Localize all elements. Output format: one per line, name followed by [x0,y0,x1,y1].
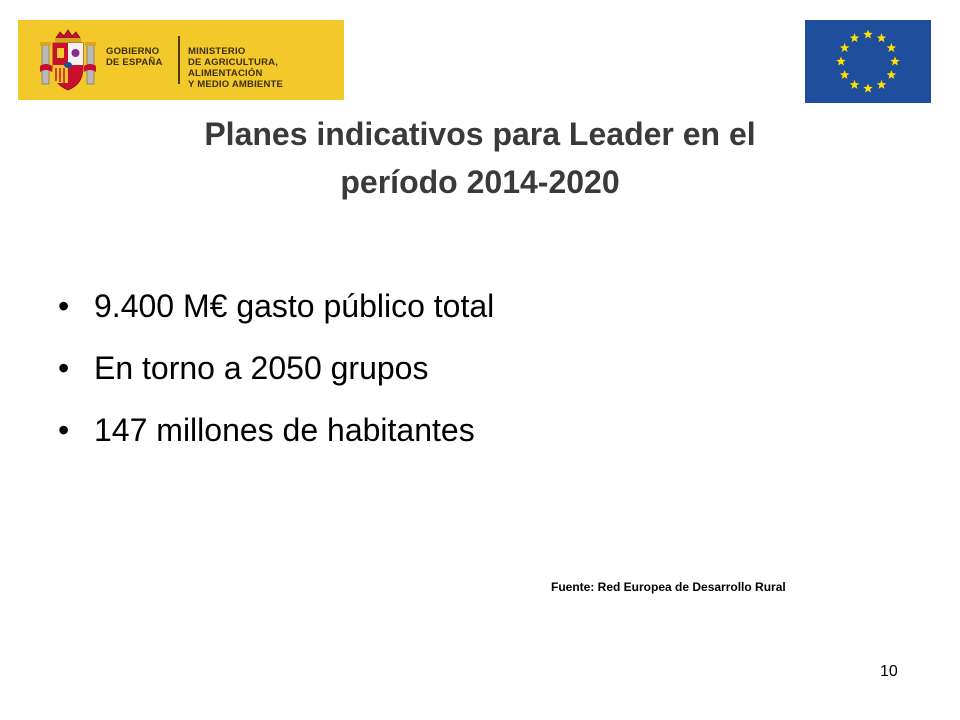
source-note: Fuente: Red Europea de Desarrollo Rural [551,580,786,594]
bullet-icon: • [58,350,70,386]
bullet-item [58,350,494,386]
slide-title-line-1: Planes indicativos para Leader en el [204,116,756,152]
bullet-item [58,288,494,324]
bullet-list [58,288,494,474]
coat-of-arms-icon [38,28,98,92]
ministerio-line-1: MINISTERIO [188,46,246,57]
bullet-item [58,412,494,448]
slide-title-line-2: período 2014-2020 [340,164,620,200]
bullet-icon: • [58,412,70,448]
bullet-text: En torno a 2050 grupos [94,350,429,386]
bullet-icon: • [58,288,70,324]
ministerio-line-3: Y MEDIO AMBIENTE [188,79,284,90]
bullet-text: 9.400 M€ gasto público total [94,288,495,324]
page-number: 10 [880,663,898,680]
bullet-text: 147 millones de habitantes [94,412,475,448]
ministerio-line-2: DE AGRICULTURA, ALIMENTACIÓN [188,57,279,79]
gobierno-label [106,46,163,68]
slide-title [80,110,880,206]
logo-divider [178,36,180,84]
gobierno-line-1: GOBIERNO [106,46,160,57]
gobierno-espana-logo [18,20,344,100]
gobierno-line-2: DE ESPAÑA [106,57,163,68]
eu-flag-icon [805,20,931,103]
ministerio-label [188,46,344,90]
